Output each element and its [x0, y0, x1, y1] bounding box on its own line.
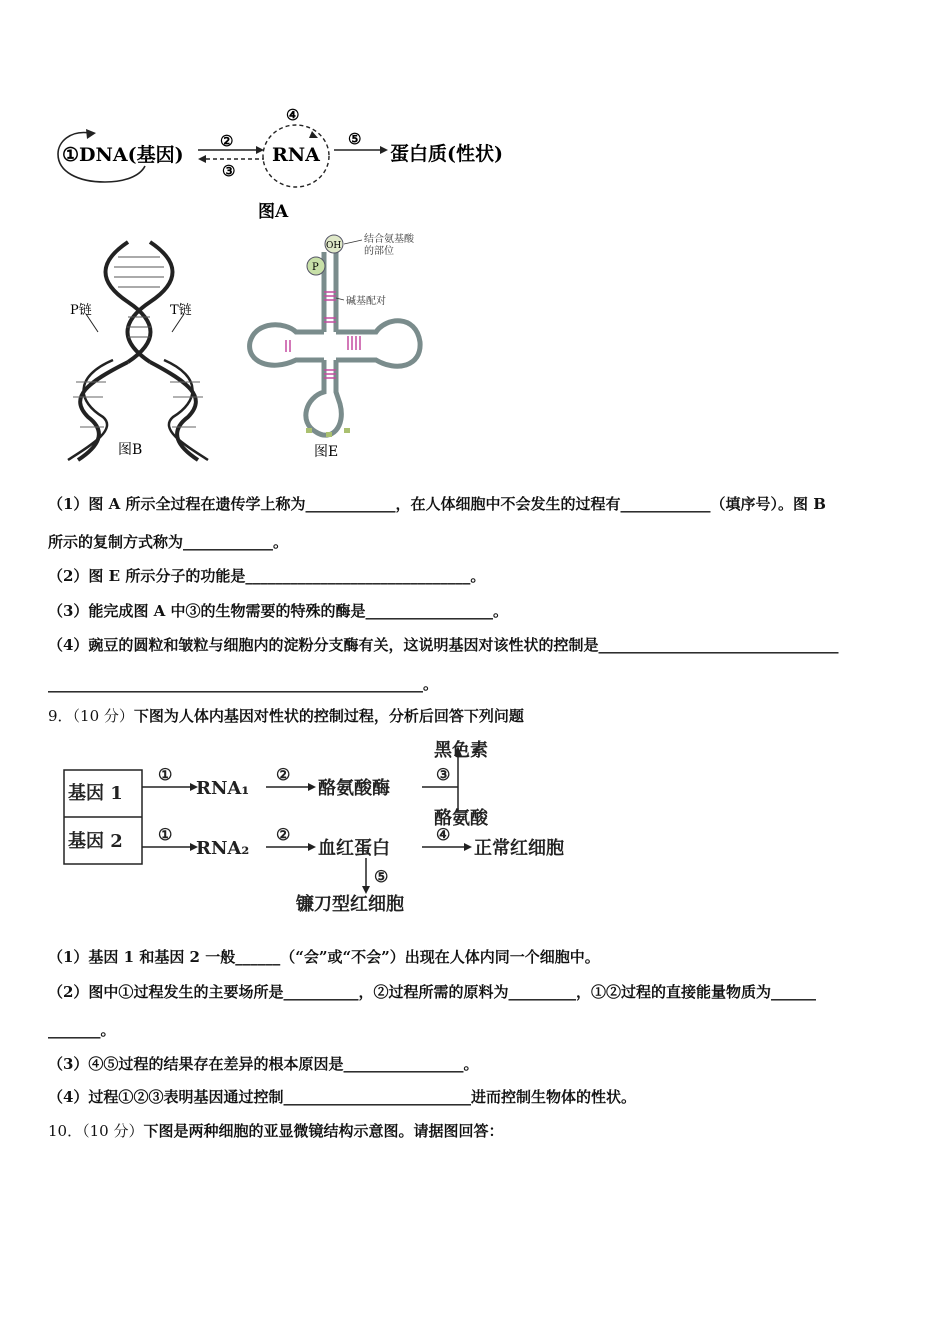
- q8-part1-line2: 所示的复制方式称为____________。: [48, 533, 289, 551]
- row2-step2: ②: [276, 825, 291, 844]
- q10-title-text: 下图是两种细胞的亚显微镜结构示意图。请据图回答：: [143, 1122, 504, 1140]
- rna2-label: RNA₂: [196, 838, 250, 859]
- q9-part1: （1）基因 1 和基因 2 一般______（“会”或“不会”）出现在人体内同一个细胞中。: [48, 948, 600, 966]
- enzyme-label: 酪氨酸酶: [318, 778, 390, 799]
- normal-rbc-label: 正常红细胞: [474, 838, 564, 859]
- fig-a-product: 蛋白质(性状): [390, 143, 503, 165]
- gene1-label: 基因 1: [68, 783, 123, 804]
- row2-step4: ④: [436, 825, 451, 844]
- fig-a-step2: ②: [220, 132, 234, 150]
- fig-b-p-chain: P链: [70, 303, 92, 318]
- figure-e: [236, 232, 446, 462]
- q9-diagram: [60, 736, 620, 916]
- q10-title: [48, 1121, 503, 1141]
- q8-part4-line1: （4）豌豆的圆粒和皱粒与细胞内的淀粉分支酶有关，这说明基因对该性状的控制是________________________________: [48, 636, 839, 654]
- q8-part2: （2）图 E 所示分子的功能是______________________________。: [48, 567, 486, 585]
- q8-part3: （3）能完成图 A 中③的生物需要的特殊的酶是_________________。: [48, 602, 509, 620]
- q9-number: 9．（10 分）: [48, 707, 134, 725]
- fig-e-label-pairing: 碱基配对: [346, 296, 386, 307]
- rna1-label: RNA₁: [196, 778, 250, 799]
- fig-a-caption: 图A: [258, 202, 289, 222]
- fig-a-step3: ③: [222, 162, 236, 180]
- row1-step1: ①: [158, 765, 173, 784]
- hemoglobin-label: 血红蛋白: [318, 838, 390, 859]
- fig-e-label-binding: 结合氨基酸: [364, 234, 414, 245]
- fig-a-rna: RNA: [272, 144, 320, 166]
- fig-e-oh: OH: [326, 241, 342, 251]
- q8-part1-line1: （1）图 A 所示全过程在遗传学上称为____________，在人体细胞中不会发生的过程有____________（填序号）。图 B: [48, 495, 826, 513]
- fig-e-label-site: 的部位: [364, 246, 394, 257]
- q9-part3: （3）④⑤过程的结果存在差异的根本原因是________________。: [48, 1055, 479, 1073]
- fig-e-p: P: [312, 262, 319, 273]
- fig-b-t-chain: T链: [170, 303, 192, 318]
- q9-part2-line1: （2）图中①过程发生的主要场所是__________，②过程所需的原料为_________，①②过程的直接能量物质为______: [48, 983, 816, 1001]
- q9-part4: （4）过程①②③表明基因通过控制_________________________进而控制生物体的性状。: [48, 1088, 636, 1106]
- q9-title-text: 下图为人体内基因对性状的控制过程，分析后回答下列问题: [133, 707, 524, 725]
- figure-a: [50, 100, 550, 225]
- q9-title: [48, 706, 524, 726]
- row1-step2: ②: [276, 765, 291, 784]
- gene2-label: 基因 2: [68, 831, 123, 852]
- fig-e-caption: 图E: [314, 444, 339, 460]
- fig-a-step4: ④: [286, 106, 300, 124]
- fig-a-step5: ⑤: [348, 130, 362, 148]
- row2-step1: ①: [158, 825, 173, 844]
- q9-part2-line2: _______。: [48, 1021, 116, 1039]
- q10-number: 10．（10 分）: [48, 1122, 144, 1140]
- row1-step3: ③: [436, 765, 451, 784]
- q8-part4-line2: __________________________________________________。: [48, 675, 439, 693]
- tyrosine-label: 酪氨酸: [434, 808, 488, 829]
- fig-b-caption: 图B: [118, 442, 143, 458]
- row2-step5: ⑤: [374, 867, 389, 886]
- fig-a-dna: ①DNA(基因): [62, 144, 184, 166]
- melanin-label: 黑色素: [434, 740, 488, 761]
- figure-b: [58, 232, 218, 462]
- sickle-rbc-label: 镰刀型红细胞: [296, 894, 404, 915]
